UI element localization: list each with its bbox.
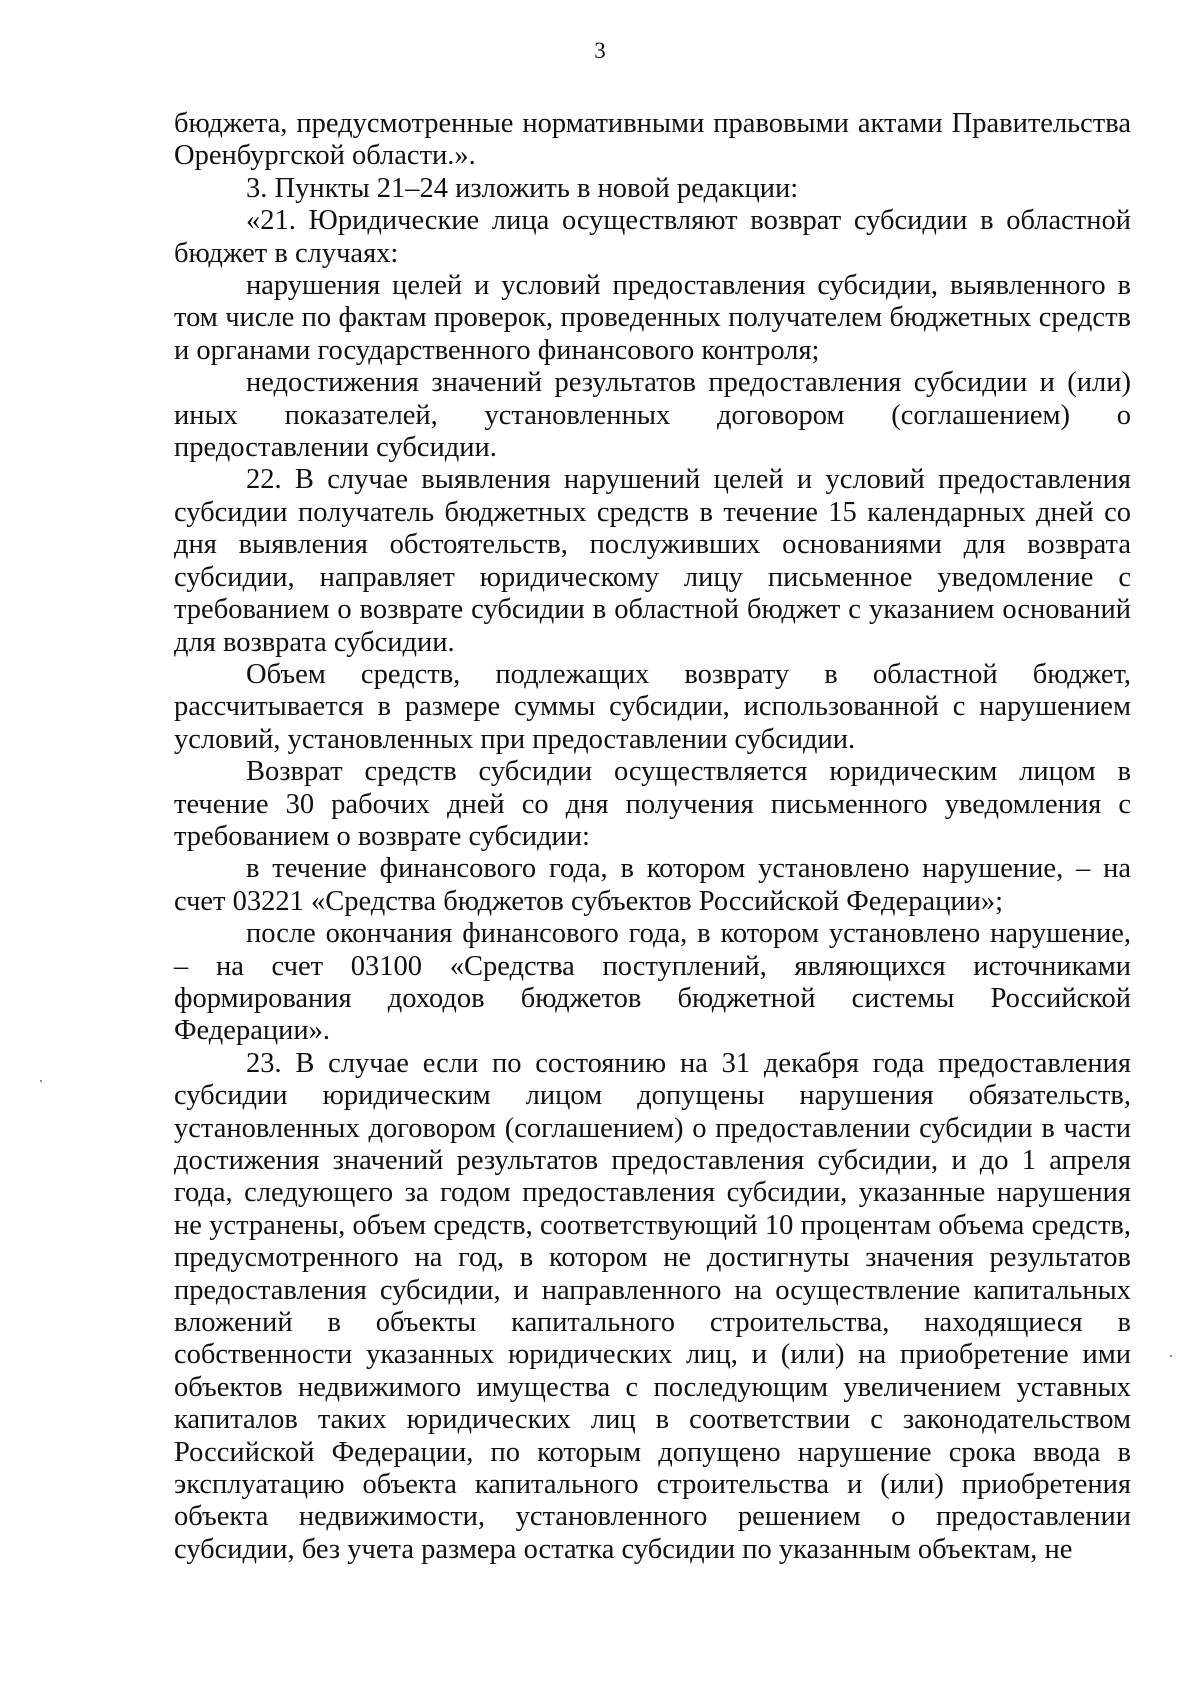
paragraph: нарушения целей и условий предоставления субсидии, выявленного в том числе по фактам проверок, проведенных получателем бюджетных средств и органами государственного финансового контроля; [174, 270, 1131, 366]
scan-speck [40, 1080, 42, 1082]
paragraph: 23. В случае если по состоянию на 31 декабря года предоставления субсидии юридическим лицом допущены нарушения обязательств, установленных договором (соглашением) о предоставлении субсидии в части достижения значений результатов предоставления субсидии, и до 1 апреля года, следующего за годом предоставления субсидии, указанные нарушения не устранены, объем средств, соответствующий 10 процентам объема средств, предусмотренного на год, в котором не достигнуты значения результатов предоставления субсидии, и направленного на осуществление капитальных вложений в объекты капитального строительства, находящиеся в собственности указанных юридических лиц, и (или) на приобретение ими объектов недвижимого имущества с последующим увеличением уставных капиталов таких юридических лиц в соответствии с законодательством Российской Федерации, по которым допущено нарушение срока ввода в эксплуатацию объекта капитального строительства и (или) приобретения объекта недвижимости, установленного решением о предоставлении субсидии, без учета размера остатка субсидии по указанным объектам, не [174, 1047, 1131, 1565]
paragraph: «21. Юридические лица осуществляют возврат субсидии в областной бюджет в случаях: [174, 205, 1131, 269]
page-number: 3 [594, 38, 606, 63]
scan-speck [1170, 1355, 1172, 1357]
document-body [174, 108, 1131, 1566]
paragraph: Возврат средств субсидии осуществляется юридическим лицом в течение 30 рабочих дней со дня получения письменного уведомления с требованием о возврате субсидии: [174, 756, 1131, 852]
paragraph: 22. В случае выявления нарушений целей и условий предоставления субсидии получатель бюджетных средств в течение 15 календарных дней со дня выявления обстоятельств, послуживших основаниями для возврата субсидии, направляет юридическому лицу письменное уведомление с требованием о возврате субсидии в областной бюджет с указанием оснований для возврата субсидии. [174, 464, 1131, 658]
paragraph: после окончания финансового года, в котором установлено нарушение, – на счет 03100 «Средства поступлений, являющихся источниками формирования доходов бюджетов бюджетной системы Российской Федерации». [174, 918, 1131, 1047]
paragraph: Объем средств, подлежащих возврату в областной бюджет, рассчитывается в размере суммы субсидии, использованной с нарушением условий, установленных при предоставлении субсидии. [174, 658, 1131, 755]
paragraph: 3. Пункты 21–24 изложить в новой редакции: [246, 172, 799, 204]
paragraph: в течение финансового года, в котором установлено нарушение, – на счет 03221 «Средства бюджетов субъектов Российской Федерации»; [174, 853, 1131, 917]
paragraph: недостижения значений результатов предоставления субсидии и (или) иных показателей, установленных договором (соглашением) о предоставлении субсидии. [174, 367, 1131, 464]
paragraph: бюджета, предусмотренные нормативными правовыми актами Правительства Оренбургской области.». [174, 108, 1131, 172]
